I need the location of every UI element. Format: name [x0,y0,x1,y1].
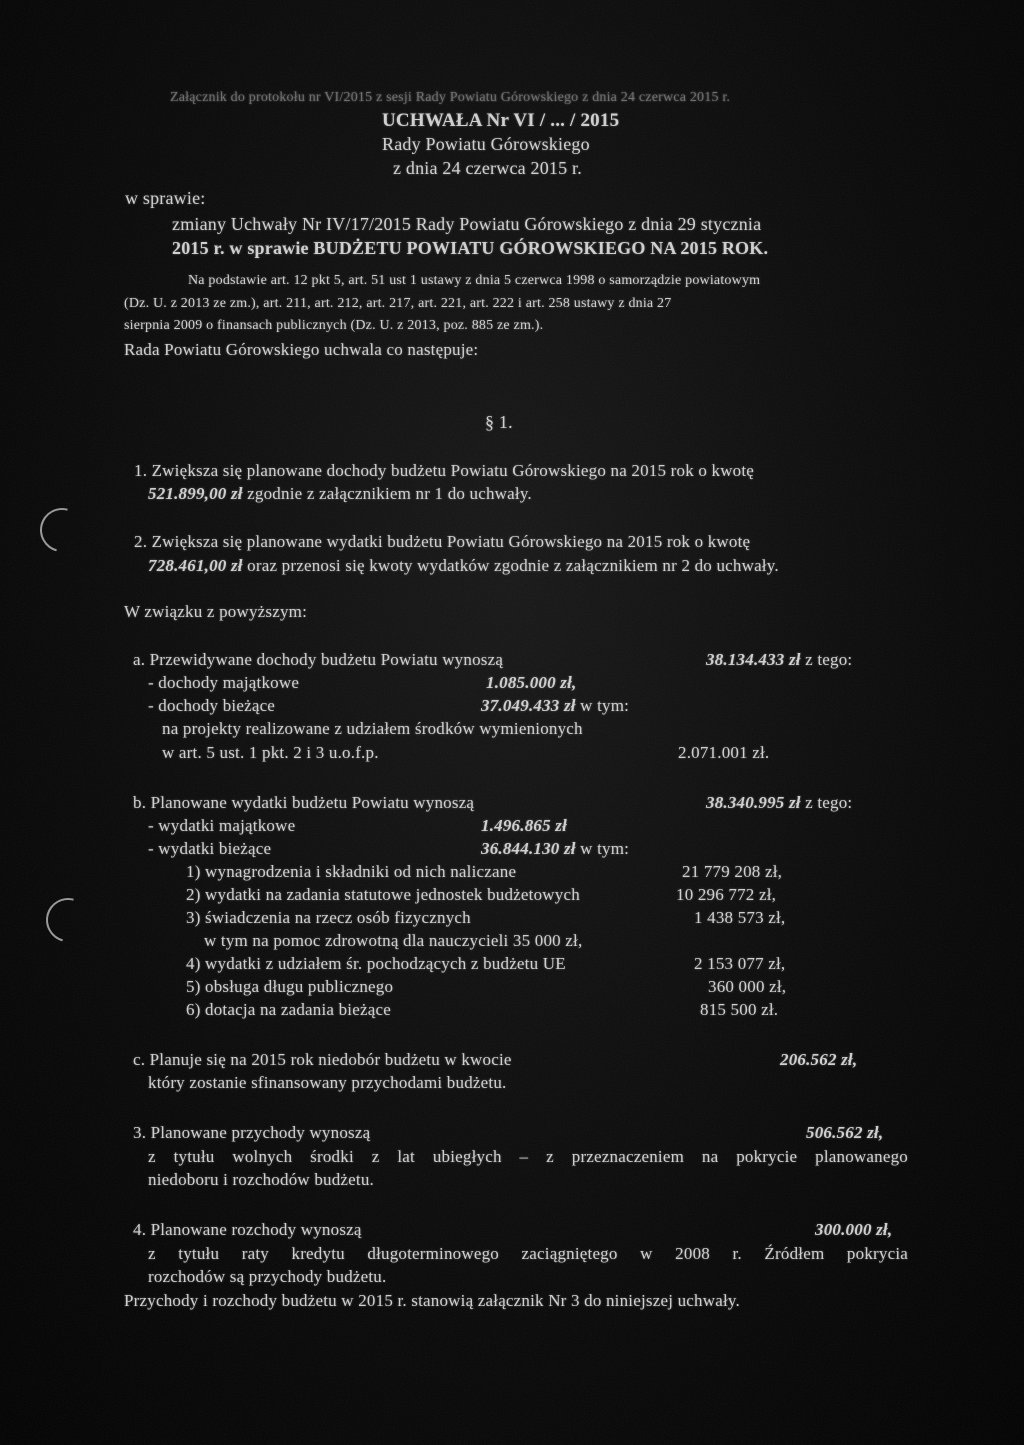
revenues-label: 3. Planowane przychody wynoszą [133,1123,371,1142]
expenses-label: b. Planowane wydatki budżetu Powiatu wynoszą [133,793,475,812]
income-total-suffix: z tego: [805,650,853,669]
expense-item-label: 1) wynagrodzenia i składniki od nich naliczane [186,862,517,881]
expense-item-value: 360 000 zł, [708,977,787,996]
point-1-line-2 [148,484,532,504]
legal-basis-line-3: sierpnia 2009 o finansach publicznych (Dz. U. z 2013, poz. 885 ze zm.). [124,318,544,333]
revenues-amount: 506.562 zł, [806,1123,884,1142]
revenues-source-line-2: niedoboru i rozchodów budżetu. [148,1170,374,1189]
expense-item-value: 815 500 zł. [700,1000,779,1019]
income-capital-label: - dochody majątkowe [148,673,300,692]
income-article-label: w art. 5 ust. 1 pkt. 2 i 3 u.o.f.p. [162,743,379,762]
expenses-total-suffix: z tego: [805,793,853,812]
income-current [481,696,629,716]
income-current-suffix: w tym: [580,696,630,715]
point-2-amount: 728.461,00 zł [148,556,243,575]
subject-label: w sprawie: [125,188,206,208]
expense-item-value: 21 779 208 zł, [682,862,783,881]
expense-item-label: 3) świadczenia na rzecz osób fizycznych [186,908,471,927]
income-current-label: - dochody bieżące [148,696,276,715]
header-note: Załącznik do protokołu nr VI/2015 z sesji Rady Powiatu Górowskiego z dnia 24 czerwca 2015 r. [170,90,731,105]
expenses-total [706,793,852,813]
resolution-title: UCHWAŁA Nr VI / ... / 2015 [382,110,620,131]
council-decides: Rada Powiatu Górowskiego uchwala co następuje: [124,340,479,359]
income-projects-text: na projekty realizowane z udziałem środków wymienionych [162,719,583,738]
income-total [706,650,852,670]
point-2-text: 2. Zwiększa się planowane wydatki budżetu Powiatu Górowskiego na 2015 rok o kwotę [134,532,751,551]
punch-hole-top [32,500,92,560]
legal-basis-line-1: Na podstawie art. 12 pkt 5, art. 51 ust 1 ustawy z dnia 5 czerwca 1998 o samorządzie powiatowym [188,273,761,288]
deficit-label: c. Planuje się na 2015 rok niedobór budżetu w kwocie [133,1050,512,1069]
subject-line-1: zmiany Uchwały Nr IV/17/2015 Rady Powiatu Górowskiego z dnia 29 stycznia [172,214,762,234]
expenses-total-amount: 38.340.995 zł [706,793,801,812]
expenses-current [481,839,629,859]
expenses-current-value: 36.844.130 zł [481,839,576,858]
legal-basis-line-2: (Dz. U. z 2013 ze zm.), art. 211, art. 212, art. 217, art. 221, art. 222 i art. 258 ustawy z dnia 27 [124,296,672,311]
deficit-amount: 206.562 zł, [780,1050,858,1069]
closing-statement: Przychody i rozchody budżetu w 2015 r. stanowią załącznik Nr 3 do niniejszej uchwały. [124,1291,740,1310]
expense-item-note: w tym na pomoc zdrowotną dla nauczycieli 35 000 zł, [204,931,583,950]
income-capital-value: 1.085.000 zł, [486,673,577,692]
point-2-line-2 [148,556,779,576]
disbursements-label: 4. Planowane rozchody wynoszą [133,1220,362,1239]
disbursements-source-line-1: z tytułu raty kredytu długoterminowego zaciągniętego w 2008 r. Źródłem pokrycia [148,1244,908,1263]
in-connection-text: W związku z powyższym: [124,602,307,621]
punch-hole-bottom [38,890,98,950]
disbursements-source-line-2: rozchodów są przychody budżetu. [148,1267,387,1286]
point-1-rest: zgodnie z załącznikiem nr 1 do uchwały. [247,484,532,503]
income-current-value: 37.049.433 zł [481,696,576,715]
subject-line-2: 2015 r. w sprawie BUDŻETU POWIATU GÓROWSKIEGO NA 2015 ROK. [172,238,769,258]
revenues-source-line-1: z tytułu wolnych środki z lat ubiegłych – z przeznaczeniem na pokrycie planowanego [148,1147,908,1166]
expenses-current-suffix: w tym: [580,839,630,858]
deficit-financing: który zostanie sfinansowany przychodami budżetu. [148,1073,507,1092]
point-1-text: 1. Zwiększa się planowane dochody budżetu Powiatu Górowskiego na 2015 rok o kwotę [134,461,755,480]
expense-item-label: 4) wydatki z udziałem śr. pochodzących z budżetu UE [186,954,566,973]
expenses-current-label: - wydatki bieżące [148,839,272,858]
expenses-capital-label: - wydatki majątkowe [148,816,296,835]
expense-item-label: 6) dotacja na zadania bieżące [186,1000,391,1019]
expense-item-label: 5) obsługa długu publicznego [186,977,394,996]
income-label: a. Przewidywane dochody budżetu Powiatu wynoszą [133,650,504,669]
income-article-value: 2.071.001 zł. [678,743,770,762]
resolution-date: z dnia 24 czerwca 2015 r. [393,158,582,178]
expense-item-value: 2 153 077 zł, [694,954,786,973]
expense-item-value: 10 296 772 zł, [676,885,777,904]
expenses-capital-value: 1.496.865 zł [481,816,567,835]
point-1-amount: 521.899,00 zł [148,484,243,503]
resolution-council: Rady Powiatu Górowskiego [382,134,590,154]
expense-item-label: 2) wydatki na zadania statutowe jednostek budżetowych [186,885,580,904]
income-total-amount: 38.134.433 zł [706,650,801,669]
expense-item-value: 1 438 573 zł, [694,908,786,927]
point-2-rest: oraz przenosi się kwoty wydatków zgodnie z załącznikiem nr 2 do uchwały. [247,556,779,575]
disbursements-amount: 300.000 zł, [815,1220,893,1239]
section-mark: § 1. [485,412,513,432]
